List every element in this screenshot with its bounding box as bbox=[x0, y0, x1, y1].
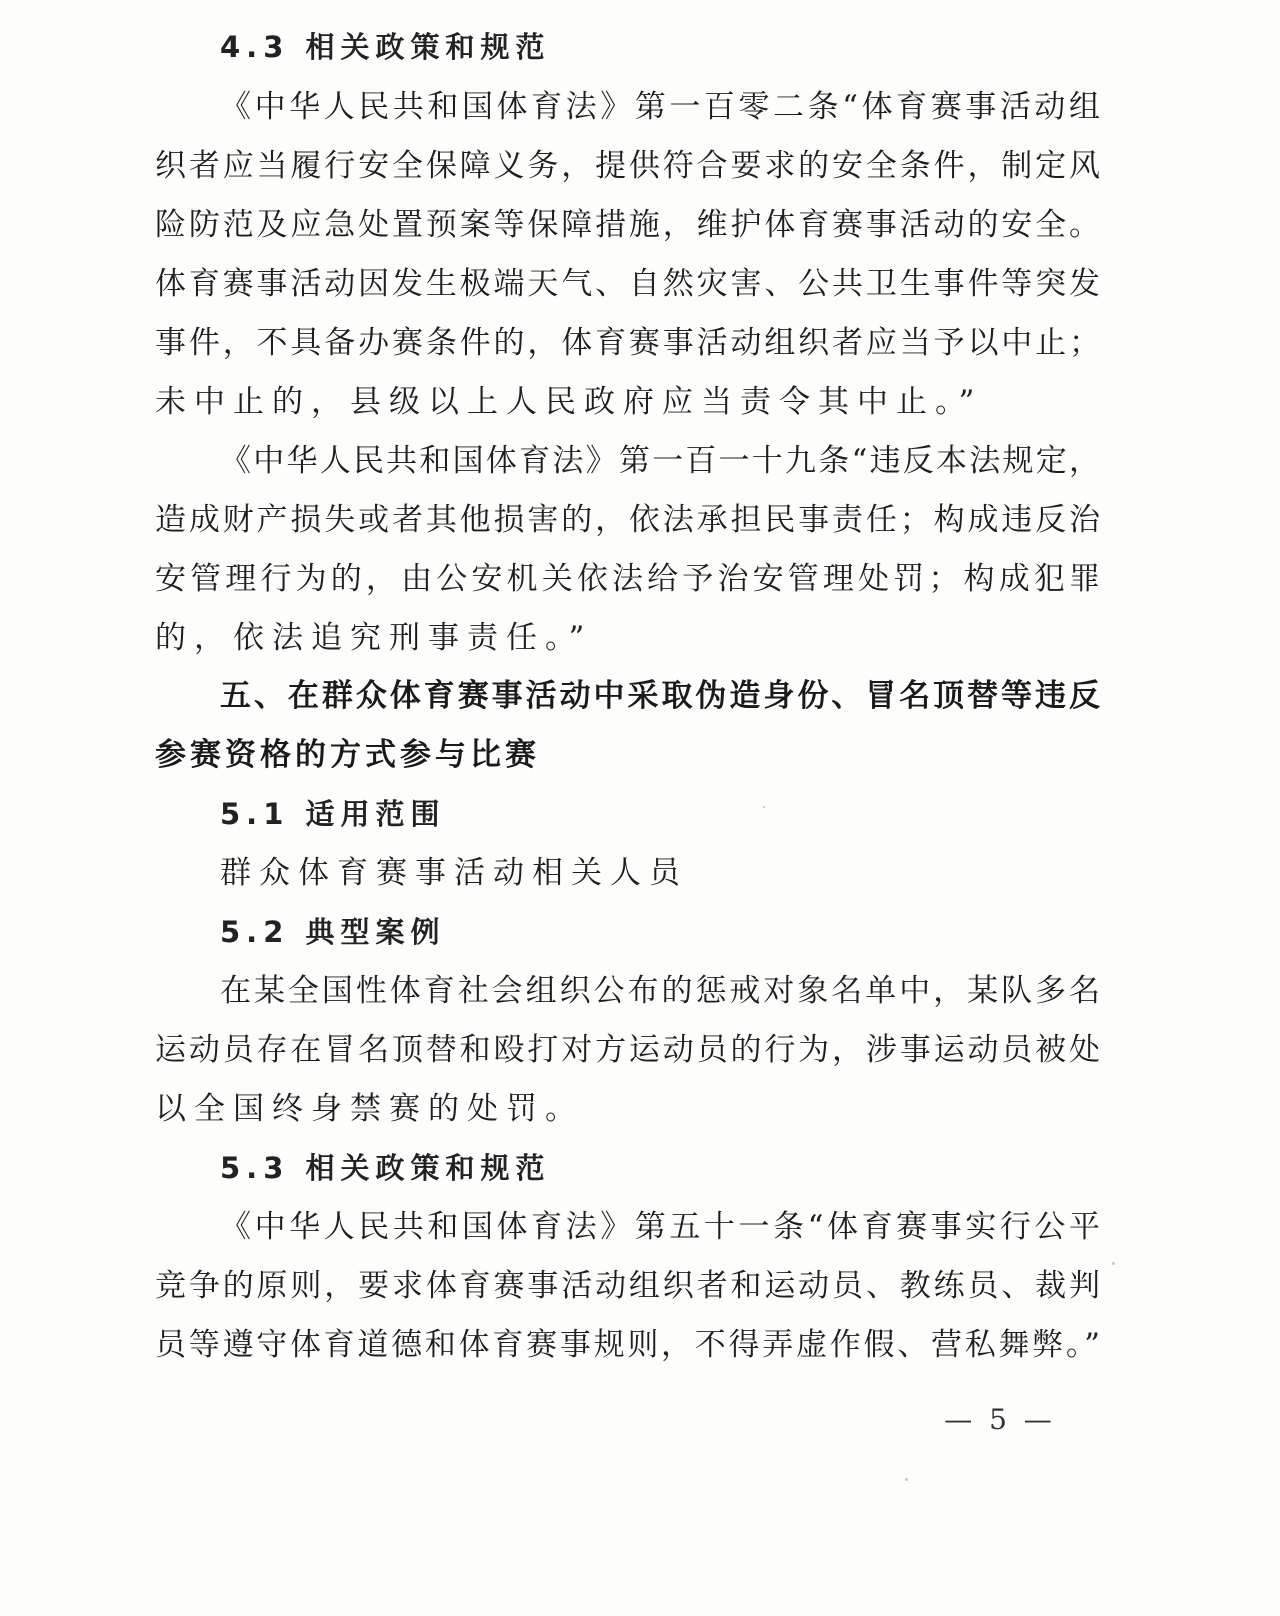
scan-speck bbox=[1112, 1262, 1115, 1265]
paragraph-line: 以全国终身禁赛的处罚。 bbox=[155, 1091, 584, 1127]
paragraph-line: 员等遵守体育道德和体育赛事规则，不得弄虚作假、营私舞弊。” bbox=[155, 1327, 1100, 1363]
section-4-3-heading: 4.3 相关政策和规范 bbox=[220, 30, 551, 64]
paragraph-line: 的，依法追究刑事责任。” bbox=[155, 620, 593, 656]
section-5-heading-line: 五、在群众体育赛事活动中采取伪造身份、冒名顶替等违反 bbox=[220, 678, 1100, 714]
paragraph-line: 险防范及应急处置预案等保障措施，维护体育赛事活动的安全。 bbox=[155, 207, 1100, 243]
paragraph-line: 《中华人民共和国体育法》第一百零二条“体育赛事活动组 bbox=[220, 89, 1100, 125]
paragraph-line: 未中止的，县级以上人民政府应当责令其中止。” bbox=[155, 384, 983, 420]
paragraph-line: 体育赛事活动因发生极端天气、自然灾害、公共卫生事件等突发 bbox=[155, 266, 1100, 302]
section-5-1-heading: 5.1 适用范围 bbox=[220, 797, 446, 831]
paragraph-line: 在某全国性体育社会组织公布的惩戒对象名单中，某队多名 bbox=[220, 973, 1100, 1009]
scan-speck bbox=[905, 1478, 908, 1481]
scan-speck bbox=[763, 806, 765, 808]
paragraph-line: 运动员存在冒名顶替和殴打对方运动员的行为，涉事运动员被处 bbox=[155, 1032, 1100, 1068]
paragraph-line: 造成财产损失或者其他损害的，依法承担民事责任；构成违反治 bbox=[155, 502, 1100, 538]
section-5-heading-line: 参赛资格的方式参与比赛 bbox=[155, 737, 540, 773]
paragraph-line: 竞争的原则，要求体育赛事活动组织者和运动员、教练员、裁判 bbox=[155, 1268, 1100, 1304]
paragraph-line: 织者应当履行安全保障义务，提供符合要求的安全条件，制定风 bbox=[155, 148, 1100, 184]
paragraph-line: 《中华人民共和国体育法》第五十一条“体育赛事实行公平 bbox=[220, 1209, 1100, 1245]
page-number: — 5 — bbox=[944, 1403, 1056, 1436]
paragraph-line: 事件，不具备办赛条件的，体育赛事活动组织者应当予以中止； bbox=[155, 325, 1100, 361]
paragraph-line: 安管理行为的，由公安机关依法给予治安管理处罚；构成犯罪 bbox=[155, 561, 1100, 597]
section-5-2-heading: 5.2 典型案例 bbox=[220, 915, 446, 949]
paragraph-line: 《中华人民共和国体育法》第一百一十九条“违反本法规定， bbox=[220, 443, 1100, 479]
scope-text: 群众体育赛事活动相关人员 bbox=[220, 855, 688, 891]
section-5-3-heading: 5.3 相关政策和规范 bbox=[220, 1151, 551, 1185]
